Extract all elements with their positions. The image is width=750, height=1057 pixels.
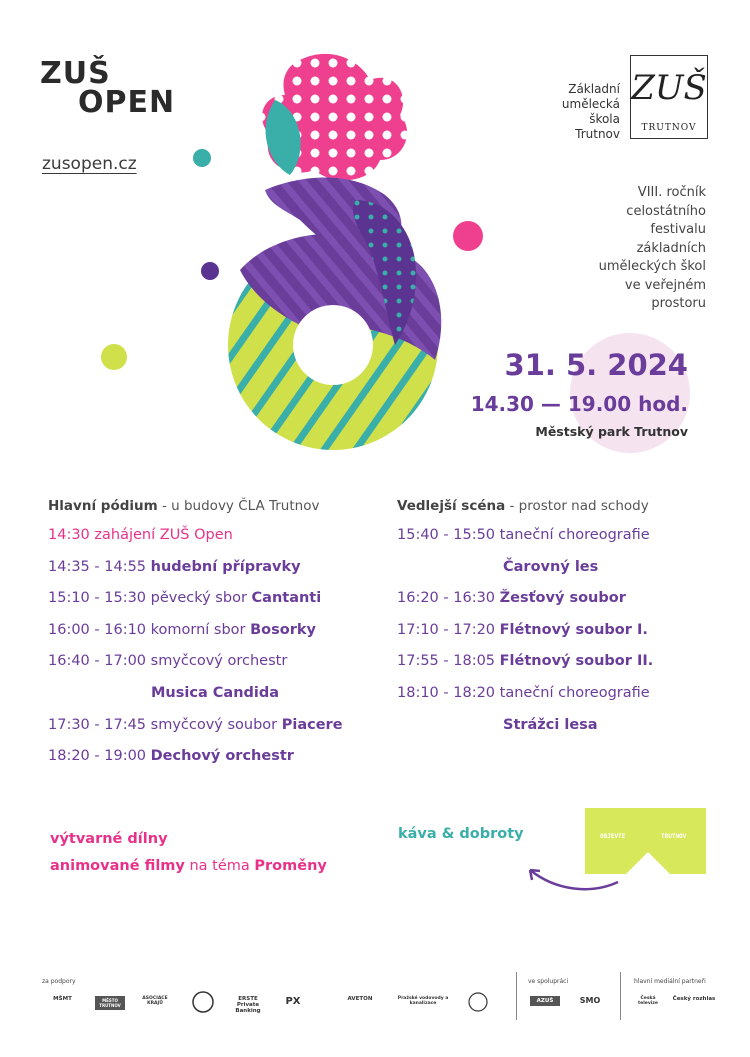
side-stage-subtitle: - prostor nad schody [505,498,649,514]
schedule-row [397,559,717,591]
side-stage-schedule [397,498,717,748]
footer-round-logos [0,990,750,1020]
coffee-label: káva & dobroty [398,826,524,842]
main-stage-heading [48,498,378,514]
sponsor-logo: ASOCIACE KRAJŮ [142,996,168,1006]
row-time: 17:10 - 17:20 [397,621,500,638]
side-stage-heading [397,498,717,514]
schedule-row [397,685,717,717]
festival-line: uměleckých škol [598,259,706,274]
sponsor-logo: PX [285,996,301,1007]
festival-line: ve veřejném [624,277,706,293]
school-logo-town: TRUTNOV [641,123,697,133]
festival-line: celostátního [626,203,706,219]
row-time: 17:55 - 18:05 [397,653,500,670]
logo-line1: ZUŠ [40,56,111,91]
schedule-row [397,717,717,749]
schedule-row [48,622,378,654]
main-stage-title: Hlavní pódium [48,498,158,514]
schedule-row [48,717,378,749]
row-time: 15:10 - 15:30 [48,590,151,607]
main-stage-schedule [48,498,378,780]
schedule-row [397,622,717,654]
coop-logo: AZUŠ [530,996,560,1006]
sponsor-logo: ERSTE Private Banking [235,996,261,1014]
coop-caption: ve spolupráci [528,978,569,985]
schedule-row [48,527,378,559]
school-name-line: Základní [568,82,620,96]
event-date: 31. 5. 2024 [504,348,688,382]
festival-line: základních [636,240,706,256]
school-name-line: Trutnov [575,127,620,141]
workshops-label: výtvarné dílny [50,831,168,847]
badge-right-text: TRUTNOV [661,833,687,840]
row-text: zahájení ZUŠ Open [94,527,233,543]
festival-line: prostoru [651,296,706,311]
schedule-row [397,590,717,622]
sponsor-logo: AVETON [347,996,373,1002]
schedule-row [48,590,378,622]
logo-line2: OPEN [78,84,176,120]
row-bold: Piacere [281,716,343,733]
row-bold: Čarovný les [503,558,599,575]
row-time: 15:40 - 15:50 [397,527,500,543]
schedule-row [48,748,378,780]
row-bold: Musica Candida [151,684,280,701]
row-time: 16:20 - 16:30 [397,590,500,607]
row-bold: Flétnový soubor II. [499,653,654,670]
row-bold: Bosorky [250,621,316,638]
schedule-row [48,685,378,717]
sponsor-logo: MĚSTO TRUTNOV [95,996,125,1010]
row-text: taneční choreografie [499,684,650,701]
event-time: 14.30 — 19.00 hod. [470,392,688,416]
school-name-line: umělecká [561,97,620,111]
coop-logo: SMO [579,996,601,1005]
row-bold: Cantanti [251,590,322,607]
row-text: pěvecký sbor [150,590,252,607]
main-stage-subtitle: - u budovy ČLA Trutnov [157,498,320,514]
school-name-line: škola [589,112,620,126]
sponsor-logo: Pražské vodovody a kanalizace [397,996,449,1006]
films-label: animované filmy [50,858,185,874]
schedule-row [48,559,378,591]
row-time: 14:35 - 14:55 [48,558,151,575]
row-text: smyčcový orchestr [150,653,288,670]
row-time: 17:30 - 17:45 [48,716,151,733]
row-time: 18:20 - 19:00 [48,748,151,765]
schedule-row [397,527,717,559]
event-place: Městský park Trutnov [535,424,688,439]
media-caption: hlavní mediální partneři [634,978,706,985]
school-logo-text: ZUŠ [631,68,707,108]
row-bold: hudební přípravky [150,558,301,575]
website-link[interactable]: zusopen.cz [42,154,137,174]
row-bold: Strážci lesa [503,716,598,733]
row-bold: Žesťový soubor [499,590,626,607]
row-time: 16:00 - 16:10 [48,621,151,638]
media-logo: Česká televize [638,996,658,1006]
row-text: smyčcový soubor [150,716,282,733]
films-mid: na téma [184,858,255,874]
media-logo: Český rozhlas [672,996,716,1002]
row-text: komorní sbor [150,621,251,638]
side-stage-title: Vedlejší scéna [397,498,506,514]
row-text: taneční choreografie [499,527,650,543]
row-bold: Dechový orchestr [150,748,294,765]
row-time: 18:10 - 18:20 [397,684,500,701]
objevte-trutnov-badge [520,800,710,900]
row-time: 16:40 - 17:00 [48,653,151,670]
row-bold: Flétnový soubor I. [499,621,648,638]
festival-line: festivalu [650,222,706,237]
films-theme: Proměny [254,858,327,874]
extra-activities [50,826,327,880]
schedule-row [397,653,717,685]
sponsor-logo: MŠMT [53,996,72,1002]
festival-line: VIII. ročník [637,185,706,200]
schedule-row [48,653,378,685]
badge-left-text: OBJEVTE [600,833,626,840]
support-caption: za podpory [42,978,76,985]
row-time: 14:30 [48,527,95,543]
